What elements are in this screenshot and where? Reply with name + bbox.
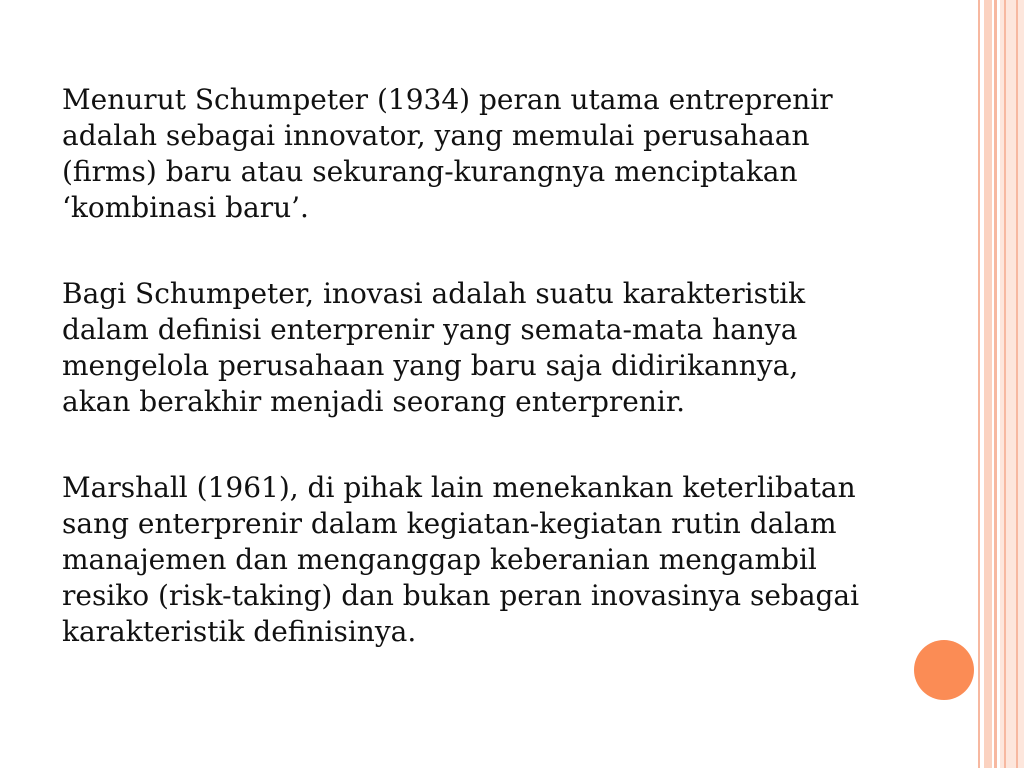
- decorative-stripe-line: [994, 0, 997, 768]
- paragraph-3: [62, 470, 962, 650]
- text-line: adalah sebagai innovator, yang memulai perusahaan: [62, 119, 810, 152]
- text-line: ‘kombinasi baru’.: [62, 191, 309, 224]
- text-line: akan berakhir menjadi seorang enterprenir.: [62, 385, 686, 418]
- decorative-stripe-line: [978, 0, 980, 768]
- text-line: Bagi Schumpeter, inovasi adalah suatu karakteristik: [62, 277, 806, 310]
- decorative-stripe-line: [1016, 0, 1018, 768]
- decorative-stripe-line: [1004, 0, 1006, 768]
- paragraph-2: [62, 276, 962, 420]
- text-line: (firms) baru atau sekurang-kurangnya menciptakan: [62, 155, 798, 188]
- text-line: manajemen dan menganggap keberanian mengambil: [62, 543, 817, 576]
- slide-body: [62, 82, 962, 700]
- text-line: dalam definisi enterprenir yang semata-mata hanya: [62, 313, 798, 346]
- text-line: sang enterprenir dalam kegiatan-kegiatan rutin dalam: [62, 507, 837, 540]
- decorative-circle-icon: [914, 640, 974, 700]
- paragraph-1: [62, 82, 962, 226]
- text-line: Marshall (1961), di pihak lain menekankan keterlibatan: [62, 471, 856, 504]
- decorative-stripe-band: [984, 0, 992, 768]
- text-line: resiko (risk-taking) dan bukan peran inovasinya sebagai: [62, 579, 860, 612]
- text-line: mengelola perusahaan yang baru saja didirikannya,: [62, 349, 799, 382]
- text-line: Menurut Schumpeter (1934) peran utama entreprenir: [62, 83, 833, 116]
- text-line: karakteristik definisinya.: [62, 615, 417, 648]
